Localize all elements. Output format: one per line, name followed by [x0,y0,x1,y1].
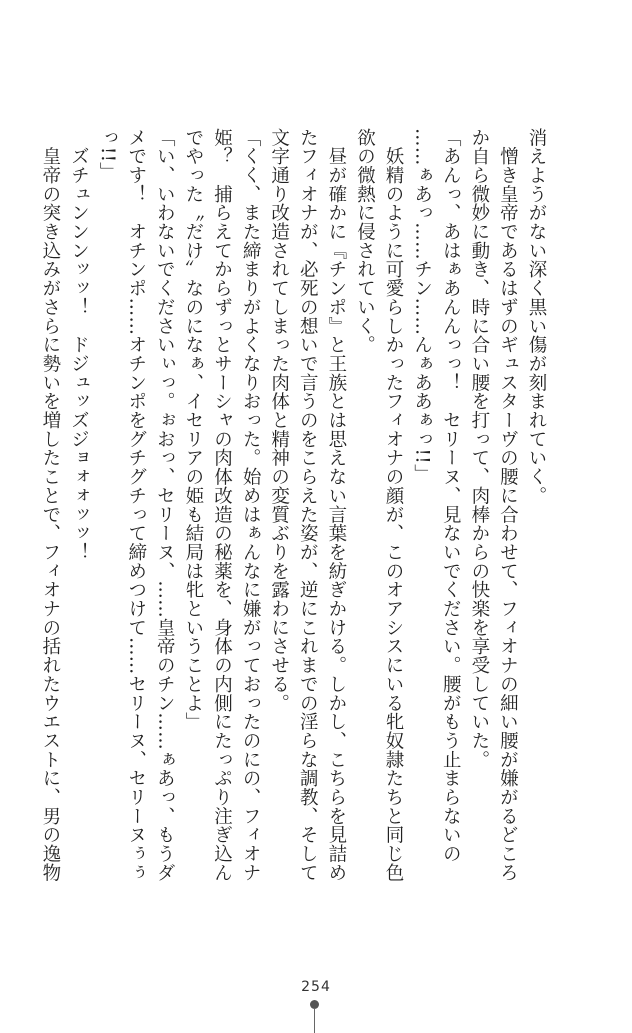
text-line: 憎き皇帝であるはずのギュスターヴの腰に合わせて、フィオナの細い腰が嫌がるどころ [497,128,519,882]
page-number: 254 [301,979,331,995]
text-line: 姫？ 捕らえてからずっとサーシャの肉体改造の秘薬を、身体の内側にたっぷり注ぎ込ん [211,128,233,882]
text-line: 昼が確かに『チンポ』と王族とは思えない言葉を紡ぎかける。しかし、こちらを見詰め [325,128,347,882]
text-line: 文字通り改造されてしまった肉体と精神の変質ぶりを露わにさせる。 [268,128,290,713]
text-line: 「い、いわないでくださいぃっ。ぉおっ、セリーヌ、……皇帝のチン……ぁあっ、もうダ [154,128,176,882]
text-line: 妖精のように可愛らしかったフィオナの顔が、このオアシスにいる牝奴隷たちと同じ色 [383,128,405,882]
text-line: ……ぁあっ……チン……んぁああぁっ!!」 [411,128,433,483]
text-line: メです！ オチンポ……オチンポをグチグチって締めつけて……セリーヌ、セリーヌぅぅ [125,128,147,882]
text-line: 「あんっ、あはぁあんんっっ！ セリーヌ、見ないでください。腰がもう止まらないの [440,128,462,864]
text-line: 皇帝の突き込みがさらに勢いを増したことで、フィオナの括れたウエストに、男の逸物 [39,128,61,882]
text-line: でやった〝だけ〟なのになぁ、イセリアの姫も結局は牝ということよ」 [182,128,204,732]
page-marker-line [314,1008,315,1033]
text-line: っ!!」 [97,128,119,182]
text-line: 消えようがない深く黒い傷が刻まれていく。 [526,128,547,505]
text-line: 「くく、また締まりがよくなりおった。始めはぁんなに嫌がっておったのにの、フィオナ [240,128,262,882]
text-line: たフィオナが、必死の想いで言うのをこらえた姿が、逆にこれまでの淫らな調教、そして [297,128,319,882]
text-line: ズチュンンンッッ！ ドジュッズジョォォッッ！ [68,128,90,562]
text-line: か自ら微妙に動き、時に合い腰を打って、肉棒からの快楽を享受していた。 [468,128,490,769]
vertical-text-block [39,128,550,882]
text-line: 欲の微熱に侵されていく。 [354,128,376,355]
